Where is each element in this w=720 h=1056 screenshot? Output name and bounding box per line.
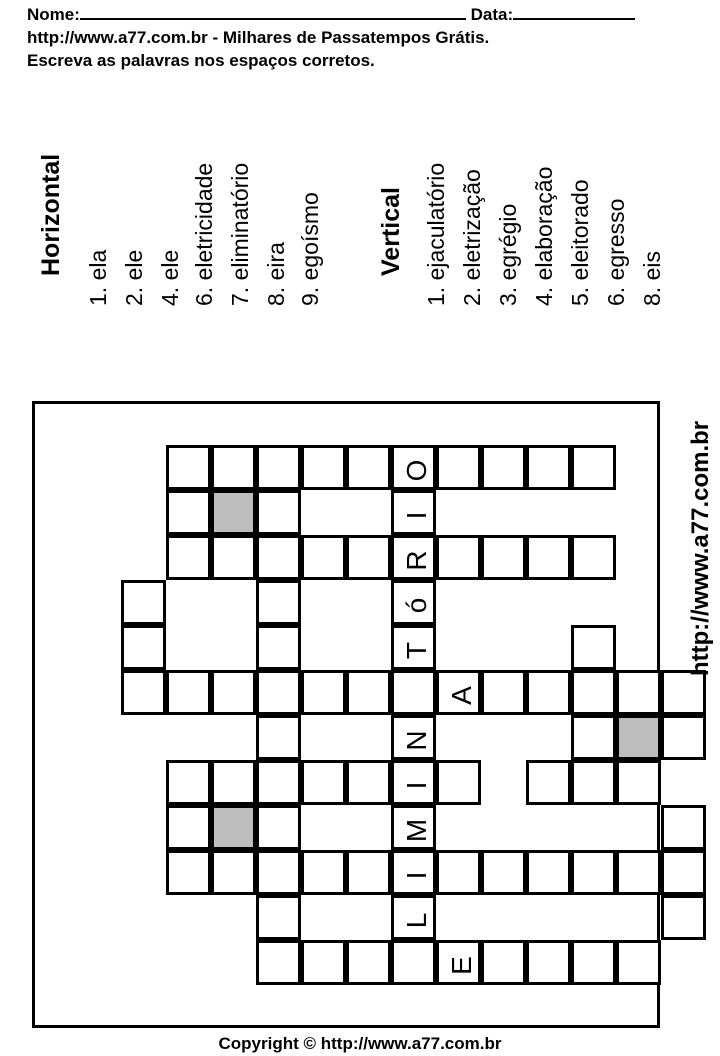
shaded-cell (211, 805, 256, 850)
cell-letter: N (401, 730, 432, 751)
grid-cell[interactable] (526, 670, 571, 715)
horizontal-clue: 1. ela (85, 249, 111, 306)
grid-cell[interactable] (391, 940, 436, 985)
grid-cell[interactable] (256, 445, 301, 490)
grid-cell[interactable] (256, 805, 301, 850)
vertical-title: Vertical (377, 187, 405, 276)
vertical-clue: 4. elaboração (531, 166, 557, 306)
grid-cell[interactable] (526, 850, 571, 895)
grid-cell[interactable] (661, 670, 706, 715)
vertical-clue: 1. ejaculatório (423, 162, 449, 306)
cell-letter: T (401, 641, 432, 660)
grid-cell[interactable] (571, 670, 616, 715)
cell-letter: A (446, 686, 477, 705)
grid-cell[interactable] (301, 940, 346, 985)
vertical-clue: 5. eleitorado (567, 179, 593, 306)
grid-cell[interactable] (526, 940, 571, 985)
horizontal-clue: 8. eira (263, 242, 289, 306)
instructions: Escreva as palavras nos espaços corretos. (27, 51, 375, 70)
grid-cell[interactable] (436, 940, 481, 985)
grid-cell[interactable] (481, 670, 526, 715)
grid-cell[interactable] (256, 625, 301, 670)
grid-cell[interactable] (571, 760, 616, 805)
grid-cell[interactable] (166, 805, 211, 850)
grid-cell[interactable] (391, 760, 436, 805)
grid-cell[interactable] (301, 850, 346, 895)
grid-cell[interactable] (211, 535, 256, 580)
grid-cell[interactable] (391, 445, 436, 490)
grid-cell[interactable] (166, 670, 211, 715)
grid-cell[interactable] (166, 850, 211, 895)
cell-letter: I (401, 781, 432, 790)
grid-cell[interactable] (481, 535, 526, 580)
copyright: Copyright © http://www.a77.com.br (218, 1034, 502, 1053)
grid-cell[interactable] (211, 760, 256, 805)
grid-cell[interactable] (301, 535, 346, 580)
grid-cell[interactable] (121, 625, 166, 670)
grid-cell[interactable] (661, 805, 706, 850)
grid-cell[interactable] (256, 535, 301, 580)
grid-cell[interactable] (616, 940, 661, 985)
site-line: http://www.a77.com.br - Milhares de Passatempos Grátis. (27, 28, 490, 47)
cell-letter: M (401, 818, 432, 843)
grid-cell[interactable] (391, 625, 436, 670)
grid-cell[interactable] (571, 850, 616, 895)
grid-cell[interactable] (616, 760, 661, 805)
grid-cell[interactable] (256, 760, 301, 805)
horizontal-clue: 6. eletricidade (191, 162, 217, 306)
cell-letter: O (401, 459, 432, 482)
horizontal-clue: 4. ele (157, 249, 183, 306)
grid-cell[interactable] (211, 850, 256, 895)
grid-cell[interactable] (166, 490, 211, 535)
cell-letter: I (401, 871, 432, 880)
vertical-clue: 3. egrégio (495, 203, 521, 306)
grid-cell[interactable] (661, 895, 706, 940)
grid-cell[interactable] (661, 715, 706, 760)
grid-cell[interactable] (526, 535, 571, 580)
grid-cell[interactable] (301, 670, 346, 715)
grid-cell[interactable] (571, 625, 616, 670)
horizontal-clue: 7. eliminatório (227, 162, 253, 306)
shaded-cell (616, 715, 661, 760)
vertical-clue: 8. eis (639, 251, 665, 306)
grid-cell[interactable] (481, 850, 526, 895)
grid-cell[interactable] (256, 715, 301, 760)
grid-cell[interactable] (571, 940, 616, 985)
grid-cell[interactable] (346, 760, 391, 805)
grid-cell[interactable] (346, 535, 391, 580)
grid-cell[interactable] (391, 715, 436, 760)
grid-cell[interactable] (436, 445, 481, 490)
grid-cell[interactable] (211, 670, 256, 715)
side-url: http://www.a77.com.br (687, 420, 714, 676)
grid-cell[interactable] (391, 670, 436, 715)
grid-cell[interactable] (526, 760, 571, 805)
grid-cell[interactable] (256, 670, 301, 715)
grid-cell[interactable] (256, 895, 301, 940)
grid-cell[interactable] (526, 445, 571, 490)
grid-cell[interactable] (166, 535, 211, 580)
grid-cell[interactable] (121, 580, 166, 625)
grid-cell[interactable] (481, 445, 526, 490)
grid-cell[interactable] (571, 715, 616, 760)
grid-cell[interactable] (571, 535, 616, 580)
vertical-clue: 2. eletrização (459, 169, 485, 306)
grid-cell[interactable] (256, 850, 301, 895)
grid-cell[interactable] (616, 670, 661, 715)
horizontal-clue: 9. egoísmo (297, 192, 323, 306)
name-label: Nome: (27, 5, 80, 24)
grid-cell[interactable] (166, 445, 211, 490)
grid-cell[interactable] (256, 580, 301, 625)
grid-cell[interactable] (571, 445, 616, 490)
cell-letter: I (401, 511, 432, 520)
vertical-clue: 6. egresso (603, 198, 629, 306)
grid-cell[interactable] (121, 670, 166, 715)
grid-cell[interactable] (391, 535, 436, 580)
date-label: Data: (470, 5, 514, 24)
horizontal-clue: 2. ele (121, 249, 147, 306)
grid-cell[interactable] (436, 535, 481, 580)
grid-cell[interactable] (256, 940, 301, 985)
grid-cell[interactable] (211, 445, 256, 490)
grid-cell[interactable] (661, 850, 706, 895)
grid-cell[interactable] (436, 850, 481, 895)
grid-cell[interactable] (436, 760, 481, 805)
grid-cell[interactable] (346, 850, 391, 895)
grid-cell[interactable] (391, 850, 436, 895)
grid-cell[interactable] (481, 940, 526, 985)
grid-cell[interactable] (346, 670, 391, 715)
grid-cell[interactable] (391, 895, 436, 940)
grid-cell[interactable] (301, 760, 346, 805)
grid-cell[interactable] (391, 805, 436, 850)
horizontal-title: Horizontal (37, 153, 65, 276)
grid-cell[interactable] (346, 940, 391, 985)
cell-letter: L (401, 912, 432, 929)
cell-letter: E (446, 956, 477, 975)
grid-cell[interactable] (391, 490, 436, 535)
grid-cell[interactable] (616, 850, 661, 895)
grid-cell[interactable] (166, 760, 211, 805)
cell-letter: R (401, 550, 432, 571)
grid-cell[interactable] (391, 580, 436, 625)
shaded-cell (211, 490, 256, 535)
grid-cell[interactable] (256, 490, 301, 535)
cell-letter: ó (401, 597, 432, 614)
grid-cell[interactable] (436, 670, 481, 715)
grid-cell[interactable] (346, 445, 391, 490)
grid-cell[interactable] (301, 445, 346, 490)
